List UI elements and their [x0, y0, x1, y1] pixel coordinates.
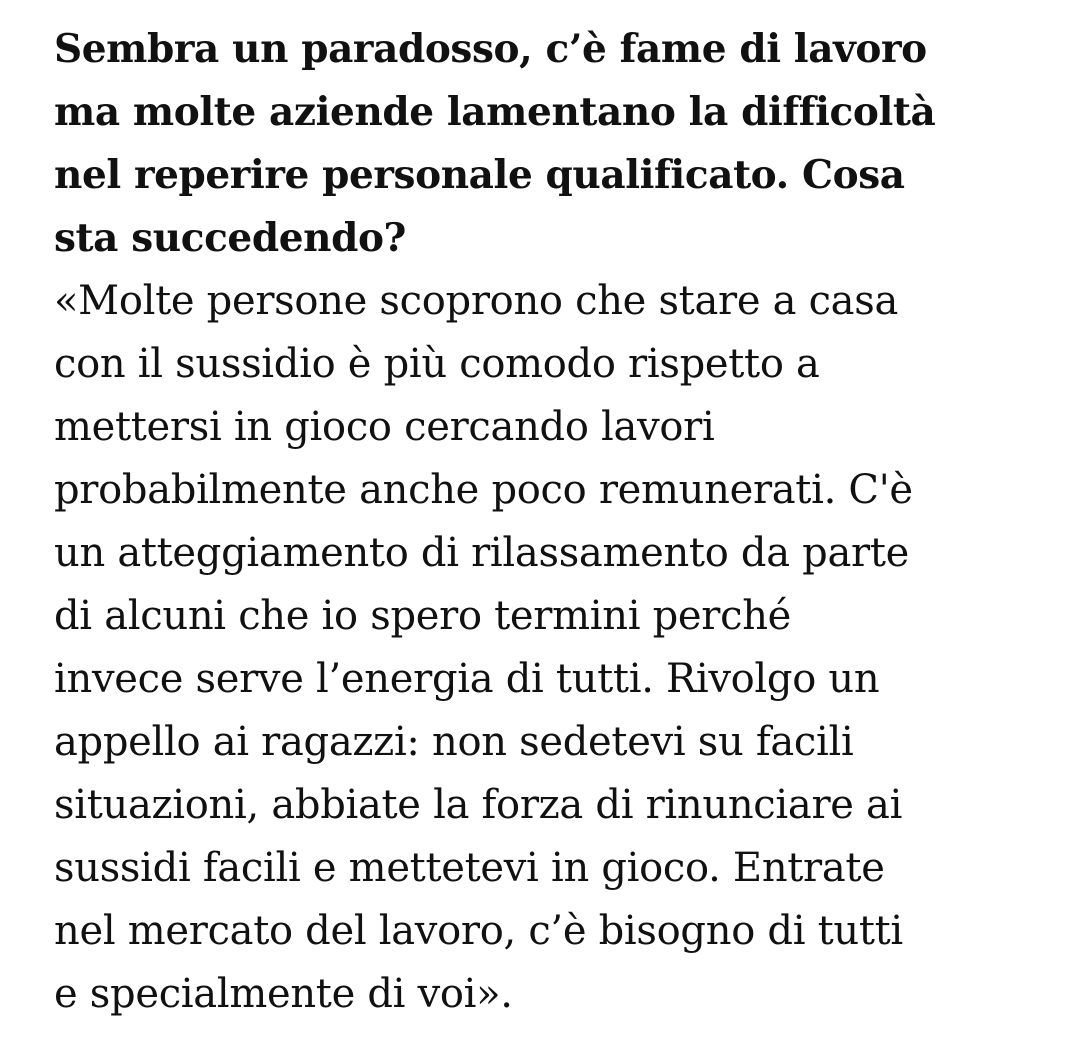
answer-line: sussidi facili e mettetevi in gioco. Entrate — [54, 845, 885, 891]
answer-line: e specialmente di voi». — [54, 971, 513, 1017]
answer-line: con il sussidio è più comodo rispetto a — [54, 341, 820, 387]
interview-question — [54, 18, 1054, 270]
answer-line: nel mercato del lavoro, c’è bisogno di tutti — [54, 908, 903, 954]
answer-line: di alcuni che io spero termini perché — [54, 593, 792, 639]
answer-line: «Molte persone scoprono che stare a casa — [54, 278, 898, 324]
answer-line: probabilmente anche poco remunerati. C'è — [54, 467, 913, 513]
question-line: ma molte aziende lamentano la difficoltà — [54, 89, 936, 135]
question-line: Sembra un paradosso, c’è fame di lavoro — [54, 26, 927, 72]
article-body — [54, 18, 1054, 1026]
answer-line: situazioni, abbiate la forza di rinunciare ai — [54, 782, 903, 828]
answer-line: invece serve l’energia di tutti. Rivolgo un — [54, 656, 880, 702]
interview-answer — [54, 270, 1054, 1026]
answer-line: appello ai ragazzi: non sedetevi su facili — [54, 719, 854, 765]
answer-line: un atteggiamento di rilassamento da parte — [54, 530, 909, 576]
answer-line: mettersi in gioco cercando lavori — [54, 404, 715, 450]
question-line: sta succedendo? — [54, 215, 407, 261]
question-line: nel reperire personale qualificato. Cosa — [54, 152, 905, 198]
